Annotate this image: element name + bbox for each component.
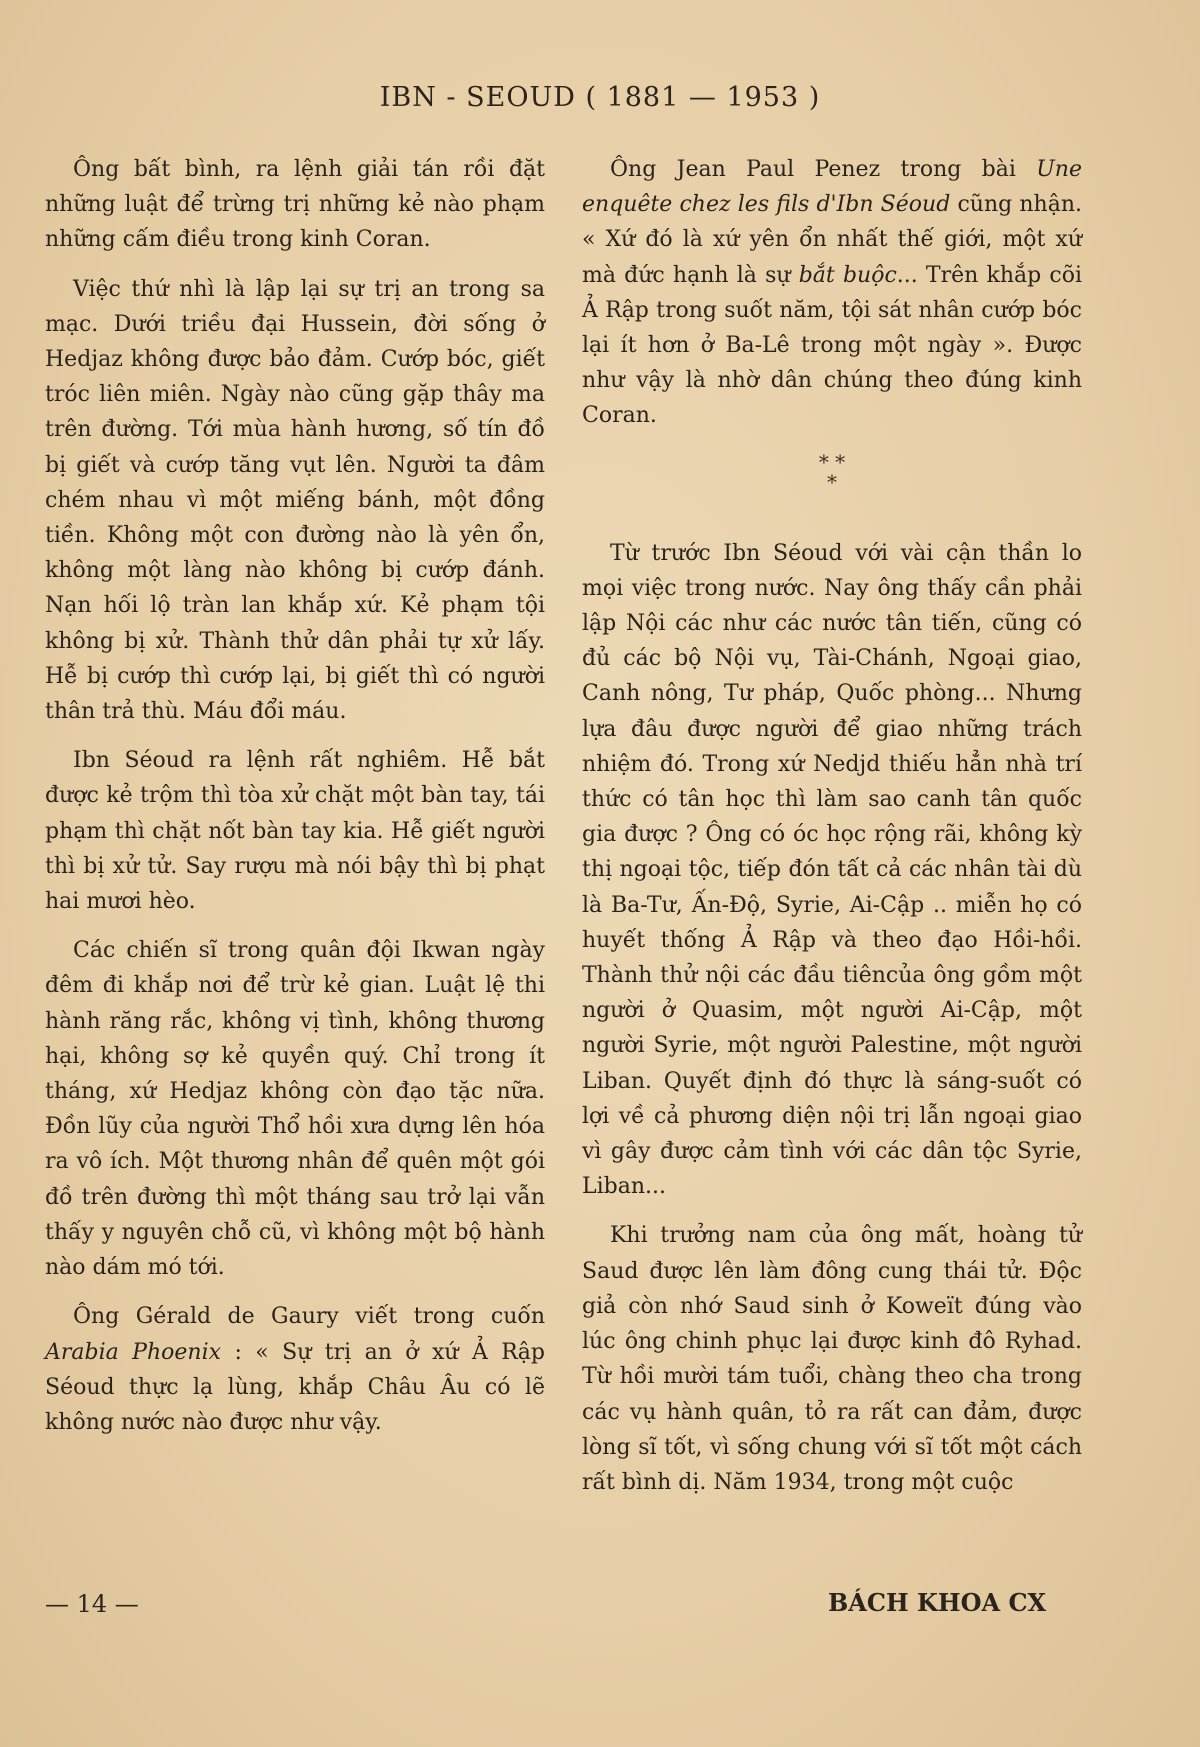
page-number: — 14 — — [45, 1590, 139, 1618]
separator-stars-top: * * — [818, 449, 846, 474]
running-header: IBN - SEOUD ( 1881 — 1953 ) — [379, 82, 821, 113]
paragraph — [45, 1299, 545, 1440]
paragraph — [582, 152, 1082, 434]
text-span: ... Trên khắp cõi Ả Rập trong suốt năm, tội sát nhân cướp bóc lại ít hơn ở Ba-Lê trong một ngày ». Được như vậy là nhờ dân chúng theo đúng kinh Coran. — [582, 262, 1082, 429]
right-column — [582, 152, 1082, 1514]
left-column — [45, 152, 545, 1454]
section-separator — [582, 449, 1082, 494]
text-span: Ông Gérald de Gaury viết trong cuốn — [73, 1304, 545, 1330]
text-span: : « Sự trị an ở xứ Ả Rập Séoud thực lạ lùng, khắp Châu Âu có lẽ không nước nào được như vậy. — [45, 1339, 546, 1435]
text-span: Ông Jean Paul Penez trong bài — [610, 157, 1037, 182]
article-title: Une enquête chez les fils d'Ibn Séoud — [582, 157, 1082, 218]
paragraph: Các chiến sĩ trong quân đội Ikwan ngày đêm đi khắp nơi để trừ kẻ gian. Luật lệ thi hành răng rắc, không vị tình, không thương hại, không sợ kẻ quyền quý. Chỉ trong ít tháng, xứ Hedjaz không còn đạo tặc nữa. Đồn lũy của người Thổ hồi xưa dựng lên hóa ra vô ích. Một thương nhân để quên một gói đồ trên đường thì một tháng sau trở lại vẫn thấy y nguyên chỗ cũ, vì không một bộ hành nào dám mó tới. — [45, 938, 545, 1281]
paragraph: Từ trước Ibn Séoud với vài cận thần lo mọi việc trong nước. Nay ông thấy cần phải lập Nội các như các nước tân tiến, cũng có đủ các bộ Nội vụ, Tài-Chánh, Ngoại giao, Canh nông, Tư pháp, Quốc phòng... Nhưng lựa đâu được người để giao những trách nhiệm đó. Trong xứ Nedjd thiếu hẳn nhà trí thức có tân học thì làm sao canh tân quốc gia được ? Ông có óc học rộng rãi, không kỳ thị ngoại tộc, tiếp đón tất cả các nhân tài dù là Ba-Tư, Ấn-Độ, Syrie, Ai-Cập .. miễn họ có huyết thống Ả Rập và theo đạo Hồi-hồi. Thành thử nội các đầu tiêncủa ông gồm một người ở Quasim, một người Ai-Cập, một người Syrie, một người Palestine, một người Liban. Quyết định đó thực là sáng-suốt có lợi về cả phương diện nội trị lẫn ngoại giao vì gây được cảm tình với các dân tộc Syrie, Liban... — [582, 540, 1082, 1200]
paragraph: Việc thứ nhì là lập lại sự trị an trong sa mạc. Dưới triều đại Hussein, đời sống ở Hedjaz không được bảo đảm. Cướp bóc, giết tróc liên miên. Ngày nào cũng gặp thây ma trên đường. Tới mùa hành hương, số tín đồ bị giết và cướp tăng vụt lên. Người ta đâm chém nhau vì một miếng bánh, một đồng tiền. Không một con đường nào là yên ổn, không một làng nào không bị cướp đánh. Nạn hối lộ tràn lan khắp xứ. Kẻ phạm tội không bị xử. Thành thử dân phải tự xử lấy. Hễ bị cướp thì cướp lại, bị giết thì có người thân trả thù. Máu đổi máu. — [45, 276, 545, 725]
separator-stars-bottom: * — [827, 469, 837, 494]
emphasis: bắt buộc — [798, 262, 897, 288]
paragraph: Ibn Séoud ra lệnh rất nghiêm. Hễ bắt được kẻ trộm thì tòa xử chặt một bàn tay, tái phạm thì chặt nốt bàn tay kia. Hễ giết người thì bị xử tử. Say rượu mà nói bậy thì bị phạt hai mươi hèo. — [45, 748, 545, 915]
paragraph: Khi trưởng nam của ông mất, hoàng tử Saud được lên làm đông cung thái tử. Độc giả còn nhớ Saud sinh ở Koweït đúng vào lúc ông chinh phục lại được kinh đô Ryhad. Từ hồi mười tám tuổi, chàng theo cha trong các vụ hành quân, tỏ ra rất can đảm, được lòng sĩ tốt, vì sống chung với sĩ tốt một cách rất bình dị. Năm 1934, trong một cuộc — [582, 1223, 1082, 1495]
magazine-name: BÁCH KHOA CX — [828, 1588, 1047, 1617]
paragraph: Ông bất bình, ra lệnh giải tán rồi đặt những luật để trừng trị những kẻ nào phạm những cấm điều trong kinh Coran. — [45, 157, 545, 253]
book-title: Arabia Phoenix — [45, 1339, 222, 1365]
text-span: cũng nhận. « Xứ đó là xứ yên ổn nhất thế giới, một xứ mà đức hạnh là sự — [582, 192, 1082, 288]
